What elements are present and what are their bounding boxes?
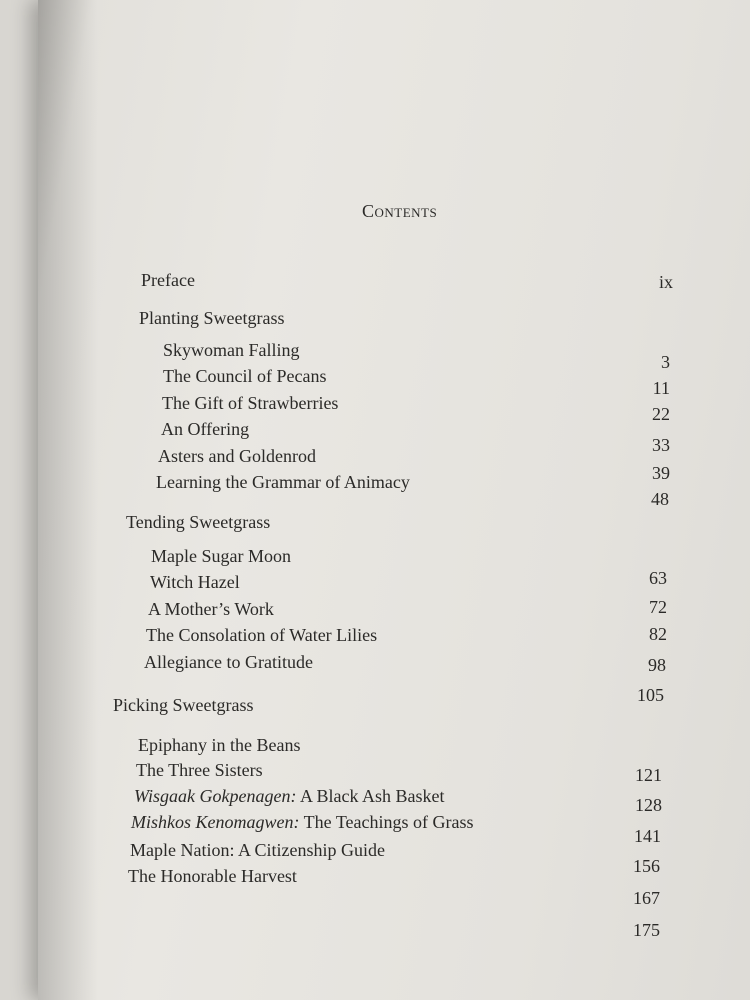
chapter-page: 72 (649, 597, 667, 617)
chapter-title: The Honorable Harvest (128, 866, 297, 886)
chapter-page: 39 (652, 463, 670, 483)
chapter-title-italic: Wisgaak Gokpenagen: (134, 786, 297, 806)
chapter-title: Maple Sugar Moon (151, 546, 291, 566)
chapter-title: An Offering (161, 419, 250, 439)
chapter-page: 11 (652, 378, 670, 398)
chapter-page: 48 (651, 489, 669, 509)
chapter-page: 156 (633, 856, 660, 876)
chapter-title-rest: A Black Ash Basket (296, 786, 445, 806)
chapter-page: 3 (661, 352, 670, 372)
chapter-title: The Three Sisters (136, 760, 263, 780)
chapter-page: 141 (634, 826, 661, 846)
chapter-page: 22 (652, 404, 670, 424)
contents-heading: Contents (362, 201, 438, 221)
part-title-planting: Planting Sweetgrass (139, 308, 285, 328)
chapter-page: 98 (648, 655, 666, 675)
chapter-title: Learning the Grammar of Animacy (156, 472, 410, 492)
chapter-title: Skywoman Falling (163, 340, 300, 360)
chapter-title: Maple Nation: A Citizenship Guide (130, 840, 385, 860)
chapter-title: Epiphany in the Beans (138, 735, 301, 755)
chapter-title-italic: Mishkos Kenomagwen: (131, 812, 300, 832)
chapter-page: 105 (637, 685, 664, 705)
chapter-title-wisgaak (134, 786, 444, 807)
chapter-page: 128 (635, 795, 662, 815)
chapter-title: The Gift of Strawberries (162, 393, 339, 413)
preface-page: ix (658, 272, 673, 292)
chapter-title: The Council of Pecans (163, 366, 327, 386)
preface-title: Preface (141, 270, 195, 290)
part-title-picking: Picking Sweetgrass (113, 695, 254, 715)
chapter-page: 167 (633, 888, 660, 908)
chapter-title: Asters and Goldenrod (158, 446, 316, 466)
chapter-title: Witch Hazel (150, 572, 240, 592)
chapter-page: 82 (649, 624, 667, 644)
chapter-title-mishkos (131, 812, 474, 833)
chapter-title: A Mother’s Work (148, 599, 274, 619)
chapter-title: The Consolation of Water Lilies (146, 625, 378, 645)
chapter-page: 33 (652, 435, 670, 455)
chapter-page: 121 (635, 765, 662, 785)
chapter-title-rest: The Teachings of Grass (299, 812, 474, 832)
chapter-page: 175 (633, 920, 660, 940)
chapter-page: 63 (649, 568, 667, 588)
chapter-title: Allegiance to Gratitude (144, 652, 313, 672)
part-title-tending: Tending Sweetgrass (126, 512, 271, 532)
